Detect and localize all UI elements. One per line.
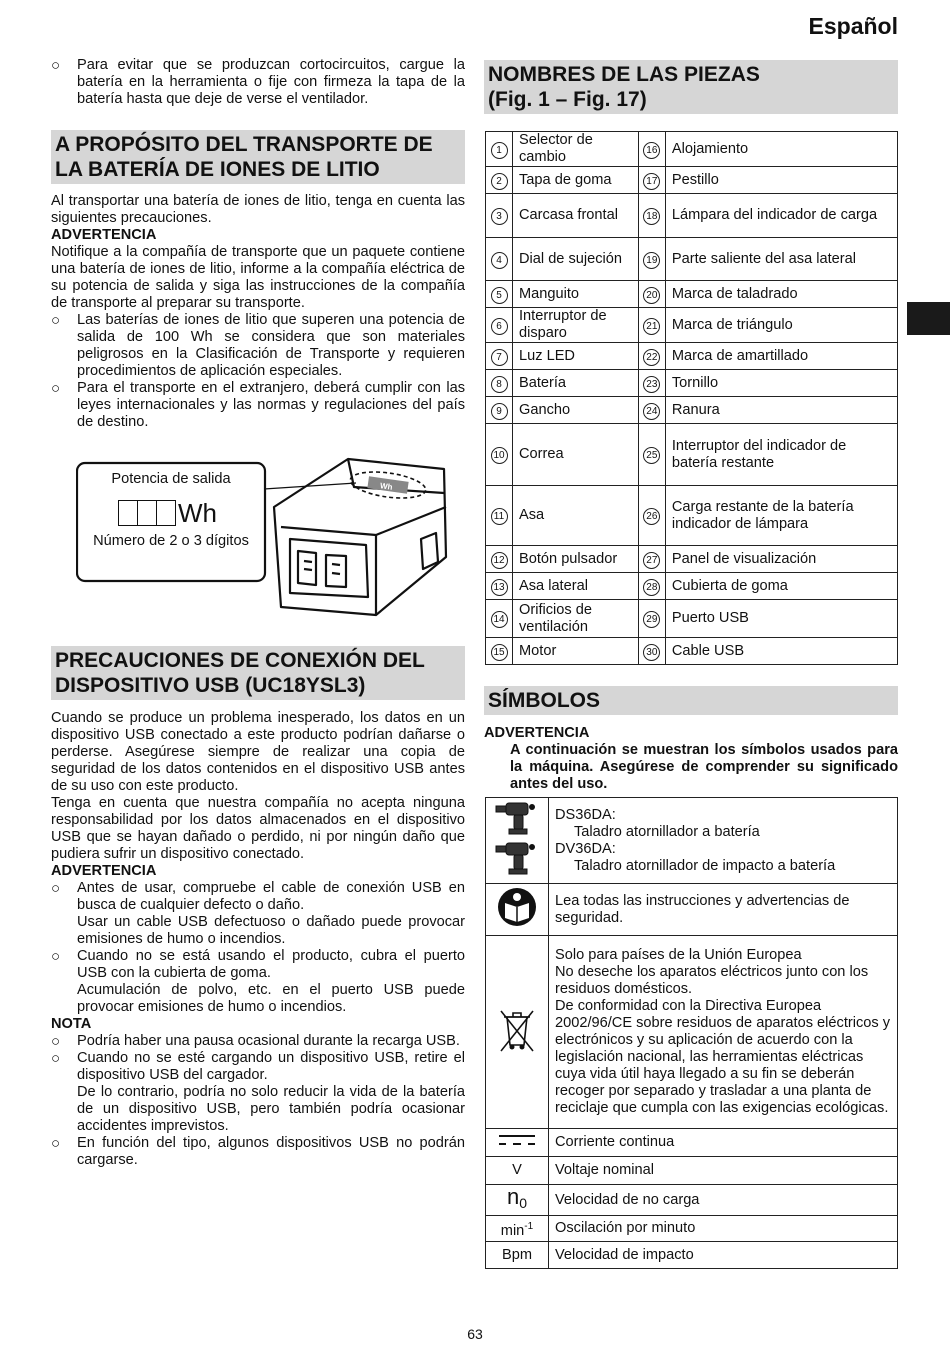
read-manual-icon xyxy=(497,887,537,927)
parts-row xyxy=(486,546,898,573)
part-number-badge: 23 xyxy=(643,376,660,393)
usb-note-label: NOTA xyxy=(51,1016,92,1032)
bullet-circle-icon: ○ xyxy=(51,1033,61,1050)
part-number xyxy=(638,573,665,600)
part-name: Interruptor de disparo xyxy=(513,308,639,343)
part-number-badge: 3 xyxy=(491,208,508,225)
parts-row xyxy=(486,600,898,638)
parts-row xyxy=(486,397,898,424)
part-number-badge: 27 xyxy=(643,552,660,569)
part-name: Marca de taladrado xyxy=(665,281,897,308)
voltage-symbol: V xyxy=(486,1157,549,1185)
part-name: Selector de cambio xyxy=(513,132,639,167)
part-number-badge: 22 xyxy=(643,349,660,366)
model-ds36da: DS36DA: xyxy=(555,806,616,823)
part-number xyxy=(486,132,513,167)
parts-section xyxy=(484,60,898,114)
symbol-row-read-manual xyxy=(486,884,898,936)
part-number xyxy=(638,194,665,238)
part-name: Cubierta de goma xyxy=(665,573,897,600)
usb-note-bullet: ○ Podría haber una pausa ocasional durante la recarga USB. xyxy=(51,1033,460,1050)
part-number xyxy=(638,424,665,486)
symbols-warning-label: ADVERTENCIA xyxy=(484,725,590,741)
part-number xyxy=(638,397,665,424)
language-label: Español xyxy=(808,13,898,39)
part-number-badge: 17 xyxy=(643,173,660,190)
part-number xyxy=(638,167,665,194)
usb-section xyxy=(51,646,465,1169)
part-number-badge: 19 xyxy=(643,252,660,269)
part-number xyxy=(486,546,513,573)
usb-note-bullet: ○ Cuando no se esté cargando un dispositivo USB, retire el dispositivo USB del cargador. xyxy=(51,1050,465,1083)
part-number xyxy=(486,370,513,397)
part-number-badge: 7 xyxy=(491,349,508,366)
parts-row xyxy=(486,343,898,370)
part-name: Pestillo xyxy=(665,167,897,194)
dc-text: Corriente continua xyxy=(549,1129,898,1157)
bullet-circle-icon: ○ xyxy=(51,1050,61,1067)
transport-heading: A PROPÓSITO DEL TRANSPORTE DE LA BATERÍA DE IONES DE LITIO xyxy=(51,130,465,184)
part-number-badge: 29 xyxy=(643,611,660,628)
digit-box xyxy=(138,500,157,526)
drill-icons xyxy=(486,798,549,884)
part-name: Carcasa frontal xyxy=(513,194,639,238)
symbol-row-tools xyxy=(486,798,898,884)
part-number xyxy=(638,238,665,281)
battery-figure xyxy=(76,447,466,627)
part-name: Asa lateral xyxy=(513,573,639,600)
part-name: Lámpara del indicador de carga xyxy=(665,194,897,238)
part-name: Interruptor del indicador de batería restante xyxy=(665,424,897,486)
figure-unit-wh: Wh xyxy=(178,498,217,528)
battery-wh-marking: Wh xyxy=(379,481,394,492)
part-number xyxy=(486,308,513,343)
part-number-badge: 6 xyxy=(491,318,508,335)
bullet-circle-icon: ○ xyxy=(51,57,61,74)
part-number-badge: 25 xyxy=(643,447,660,464)
part-number xyxy=(486,238,513,281)
part-name: Alojamiento xyxy=(665,132,897,167)
part-number xyxy=(638,638,665,665)
symbol-row-no-load-speed xyxy=(486,1185,898,1216)
part-number-badge: 10 xyxy=(491,447,508,464)
part-name: Tornillo xyxy=(665,370,897,397)
part-number-badge: 11 xyxy=(491,508,508,525)
part-number-badge: 9 xyxy=(491,403,508,420)
usb-warning-sub: Acumulación de polvo, etc. en el puerto USB puede provocar emisiones de humo o incendios. xyxy=(77,982,465,1015)
bullet-circle-icon: ○ xyxy=(51,948,61,965)
part-number xyxy=(486,573,513,600)
figure-label-output-power: Potencia de salida xyxy=(111,471,231,487)
parts-row xyxy=(486,281,898,308)
part-name: Dial de sujeción xyxy=(513,238,639,281)
part-name: Asa xyxy=(513,486,639,546)
per-minute-text: Oscilación por minuto xyxy=(549,1216,898,1242)
transport-bullet: ○ Para el transporte en el extranjero, deberá cumplir con las leyes internacionales y las normas y regulaciones del país de destino. xyxy=(51,380,465,430)
parts-row xyxy=(486,638,898,665)
symbols-section xyxy=(484,686,898,793)
usb-note-sub: De lo contrario, podría no solo reducir la vida de la batería de un dispositivo USB, pero también podría ocasionar accidentes imprevistos. xyxy=(77,1084,465,1134)
part-number xyxy=(638,600,665,638)
part-number xyxy=(486,194,513,238)
part-number-badge: 28 xyxy=(643,579,660,596)
part-number-badge: 1 xyxy=(491,142,508,159)
digit-box xyxy=(157,500,176,526)
part-name: Cable USB xyxy=(665,638,897,665)
part-number-badge: 24 xyxy=(643,403,660,420)
part-number-badge: 12 xyxy=(491,552,508,569)
part-name: Gancho xyxy=(513,397,639,424)
transport-intro: Al transportar una batería de iones de litio, tenga en cuenta las siguientes precauciones. xyxy=(51,193,465,226)
usb-warning-bullet: ○ Cuando no se está usando el producto, cubra el puerto USB con la cubierta de goma. xyxy=(51,948,465,981)
parts-table xyxy=(485,131,898,665)
part-number-badge: 4 xyxy=(491,252,508,269)
transport-warning-label: ADVERTENCIA xyxy=(51,227,157,243)
part-name: Tapa de goma xyxy=(513,167,639,194)
transport-warning-text: Notifique a la compañía de transporte que un paquete contiene una batería de iones de litio, informe a la compañía eléctrica de su potencia de salida y siga las instrucciones de la compañía de transporte al preparar su transporte. xyxy=(51,244,465,311)
part-number-badge: 13 xyxy=(491,579,508,596)
part-name: Orificios de ventilación xyxy=(513,600,639,638)
read-manual-text: Lea todas las instrucciones y advertencias de seguridad. xyxy=(549,884,898,936)
part-name: Luz LED xyxy=(513,343,639,370)
figure-label-digits: Número de 2 o 3 dígitos xyxy=(93,533,249,549)
impact-rate-symbol: Bpm xyxy=(486,1242,549,1269)
part-number xyxy=(486,281,513,308)
parts-row xyxy=(486,370,898,397)
part-number xyxy=(486,638,513,665)
model-dv36da: DV36DA: xyxy=(555,840,616,857)
parts-row xyxy=(486,486,898,546)
part-name: Parte saliente del asa lateral xyxy=(665,238,897,281)
part-name: Marca de amartillado xyxy=(665,343,897,370)
part-number xyxy=(638,370,665,397)
bullet-circle-icon: ○ xyxy=(51,312,61,329)
digit-box xyxy=(118,500,138,526)
part-name: Manguito xyxy=(513,281,639,308)
voltage-text: Voltaje nominal xyxy=(549,1157,898,1185)
part-number-badge: 26 xyxy=(643,508,660,525)
model-ds36da-desc: Taladro atornillador a batería xyxy=(574,823,760,840)
part-name: Carga restante de la batería indicador de lámpara xyxy=(665,486,897,546)
part-number xyxy=(638,486,665,546)
part-number-badge: 18 xyxy=(643,208,660,225)
part-number xyxy=(638,343,665,370)
usb-warning-label: ADVERTENCIA xyxy=(51,863,157,879)
parts-row xyxy=(486,194,898,238)
part-number-badge: 20 xyxy=(643,287,660,304)
usb-heading: PRECAUCIONES DE CONEXIÓN DEL DISPOSITIVO USB (UC18YSL3) xyxy=(51,646,465,700)
symbol-row-impact-rate xyxy=(486,1242,898,1269)
symbols-heading: SÍMBOLOS xyxy=(484,686,898,715)
part-number-badge: 21 xyxy=(643,318,660,335)
part-number xyxy=(638,132,665,167)
part-number-badge: 16 xyxy=(643,142,660,159)
bullet-circle-icon: ○ xyxy=(51,380,61,397)
weee-bin-icon xyxy=(499,1007,535,1053)
bullet-circle-icon: ○ xyxy=(51,880,61,897)
part-number xyxy=(486,424,513,486)
parts-row xyxy=(486,132,898,167)
tools-description xyxy=(549,798,898,884)
part-name: Panel de visualización xyxy=(665,546,897,573)
intro-bullet: ○ Para evitar que se produzcan cortocircuitos, cargue la batería en la herramienta o fije con firmeza la tapa de la batería hasta que deje de verse el ventilador. xyxy=(51,57,465,107)
part-name: Batería xyxy=(513,370,639,397)
usb-warning-bullet: ○ Antes de usar, compruebe el cable de conexión USB en busca de cualquier defecto o daño. xyxy=(51,880,465,913)
part-number-badge: 5 xyxy=(491,287,508,304)
weee-text: Solo para países de la Unión Europea No deseche los aparatos eléctricos junto con los residuos domésticos. De conformidad con la Directiva Europea 2002/96/CE sobre residuos de aparatos eléctricos y electrónicos y su aplicación de acuerdo con la legislación nacional, las herramientas eléctricas cuya vida útil haya llegado a su fin se deberán recoger por separado y trasladar a una planta de reciclaje que cumpla con las exigencias ecológicas. xyxy=(549,936,898,1129)
part-number-badge: 2 xyxy=(491,173,508,190)
model-dv36da-desc: Taladro atornillador de impacto a batería xyxy=(574,857,836,874)
part-number-badge: 14 xyxy=(491,611,508,628)
part-number-badge: 15 xyxy=(491,644,508,661)
part-number xyxy=(486,486,513,546)
usb-paragraph: Cuando se produce un problema inesperado, los datos en un dispositivo USB conectado a este producto podrían dañarse o perderse. Asegúrese siempre de realizar una copia de seguridad de los datos contenidos en el dispositivo USB antes de su uso con este producto. xyxy=(51,710,465,794)
usb-paragraph: Tenga en cuenta que nuestra compañía no acepta ninguna responsabilidad por los datos almacenados en el dispositivo USB que se hayan dañado o perdido, ni por ningún daño que pudiera sufrir un dispositivo conectado. xyxy=(51,795,465,862)
part-number xyxy=(486,397,513,424)
part-number xyxy=(486,600,513,638)
page-number: 63 xyxy=(467,1326,483,1342)
part-name: Motor xyxy=(513,638,639,665)
per-minute-symbol: $\min^{-1}$ xyxy=(486,1216,549,1242)
transport-bullet: ○ Las baterías de iones de litio que superen una potencia de salida de 100 Wh se considera que son materiales peligrosos en la Clasificación de Transporte y requieren procedimientos de aplicación especiales. xyxy=(51,312,465,379)
part-number xyxy=(486,167,513,194)
symbol-row-dc xyxy=(486,1129,898,1157)
symbol-row-per-minute xyxy=(486,1216,898,1242)
part-name: Correa xyxy=(513,424,639,486)
drill-icon xyxy=(494,799,540,877)
parts-row xyxy=(486,308,898,343)
parts-heading: NOMBRES DE LAS PIEZAS (Fig. 1 – Fig. 17) xyxy=(484,60,898,114)
part-number-badge: 8 xyxy=(491,376,508,393)
parts-row xyxy=(486,573,898,600)
part-name: Botón pulsador xyxy=(513,546,639,573)
parts-row xyxy=(486,238,898,281)
direct-current-icon xyxy=(497,1133,537,1147)
impact-rate-text: Velocidad de impacto xyxy=(549,1242,898,1269)
usb-note-bullet: ○ En función del tipo, algunos dispositivos USB no podrán cargarse. xyxy=(51,1135,465,1168)
symbols-intro: A continuación se muestran los símbolos usados para la máquina. Asegúrese de comprender su significado antes del uso. xyxy=(510,742,898,792)
part-number xyxy=(638,281,665,308)
part-number-badge: 30 xyxy=(643,644,660,661)
left-column xyxy=(51,57,465,431)
bullet-circle-icon: ○ xyxy=(51,1135,61,1152)
symbol-row-voltage xyxy=(486,1157,898,1185)
part-number xyxy=(638,546,665,573)
parts-row xyxy=(486,424,898,486)
part-name: Marca de triángulo xyxy=(665,308,897,343)
no-load-speed-symbol: $n_0$ xyxy=(486,1185,549,1216)
symbols-table xyxy=(485,797,898,1269)
section-tab-marker xyxy=(907,302,950,335)
symbol-row-weee xyxy=(486,936,898,1129)
figure-wh-digits xyxy=(118,500,217,526)
part-number xyxy=(486,343,513,370)
part-number xyxy=(638,308,665,343)
part-name: Ranura xyxy=(665,397,897,424)
no-load-speed-text: Velocidad de no carga xyxy=(549,1185,898,1216)
parts-row xyxy=(486,167,898,194)
part-name: Puerto USB xyxy=(665,600,897,638)
usb-warning-sub: Usar un cable USB defectuoso o dañado puede provocar emisiones de humo o incendios. xyxy=(77,914,465,947)
